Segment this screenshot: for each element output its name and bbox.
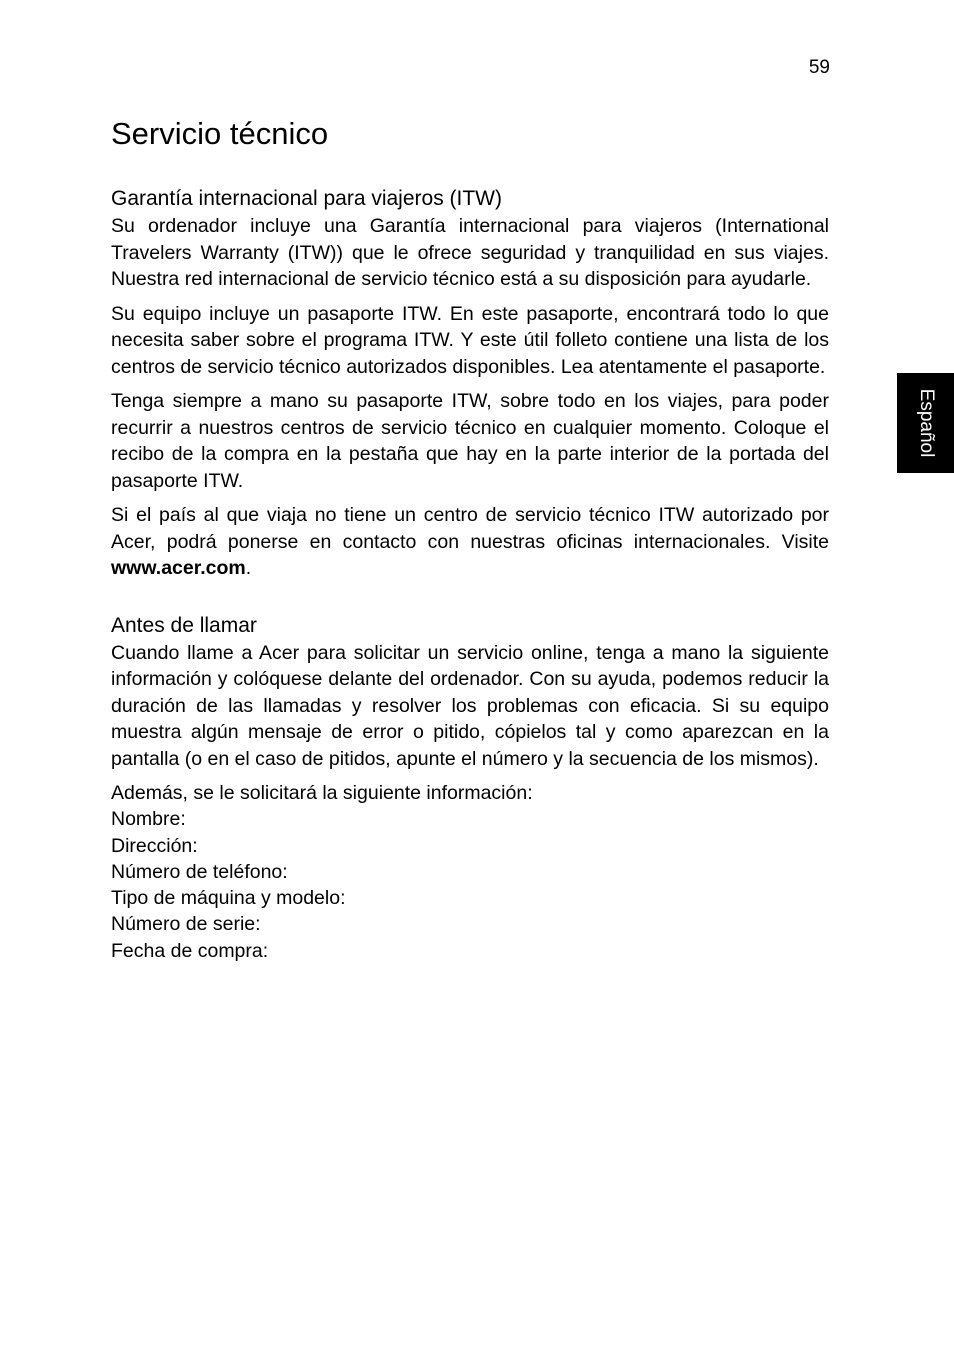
paragraph: Su ordenador incluye una Garantía internacional para viajeros (International Travelers Warranty (ITW)) que le ofrece seguridad y tranquilidad en sus viajes. Nuestra red internacional de servicio técnico está a su disposición para ayudarle. <box>111 215 829 290</box>
language-tab <box>897 373 954 473</box>
section-heading-before-calling: Antes de llamar <box>111 613 257 637</box>
language-tab-label: Español <box>915 388 937 458</box>
info-list <box>111 780 829 964</box>
paragraph-with-link <box>111 502 829 582</box>
section-heading-itw: Garantía internacional para viajeros (ITW) <box>111 187 502 210</box>
info-line: Además, se le solicitará la siguiente información: <box>111 782 533 804</box>
info-line: Número de serie: <box>111 913 261 936</box>
info-line: Número de teléfono: <box>111 860 288 883</box>
page-content <box>111 112 829 964</box>
paragraph: Su equipo incluye un pasaporte ITW. En este pasaporte, encontrará todo lo que necesita saber sobre el programa ITW. Y este útil folleto contiene una lista de los centros de servicio técnico autorizados disponibles. Lea atentamente el pasaporte. <box>111 302 829 378</box>
info-line: Dirección: <box>111 834 198 857</box>
paragraph: Cuando llame a Acer para solicitar un servicio online, tenga a mano la siguiente información y colóquese delante del ordenador. Con su ayuda, podemos reducir la duración de las llamadas y resolver los problemas con eficacia. Si su equipo muestra algún mensaje de error o pitido, cópielos tal y como aparezcan en la pantalla (o en el caso de pitidos, apunte el número y la secuencia de los mismos). <box>111 641 829 770</box>
info-line: Tipo de máquina y modelo: <box>111 887 346 910</box>
info-line: Nombre: <box>111 808 186 831</box>
page-title: Servicio técnico <box>111 116 329 151</box>
info-line: Fecha de compra: <box>111 939 269 962</box>
page-number: 59 <box>808 57 830 78</box>
acer-website-link[interactable]: www.acer.com <box>111 557 246 579</box>
paragraph: Tenga siempre a mano su pasaporte ITW, sobre todo en los viajes, para poder recurrir a nuestros centros de servicio técnico en cualquier momento. Coloque el recibo de la compra en la pestaña que hay en la parte interior de la portada del pasaporte ITW. <box>111 390 829 492</box>
paragraph-end: . <box>245 557 252 579</box>
paragraph-text: Si el país al que viaja no tiene un centro de servicio técnico ITW autorizado por Acer, podrá ponerse en contacto con nuestras oficinas internacionales. Visite <box>111 504 829 553</box>
